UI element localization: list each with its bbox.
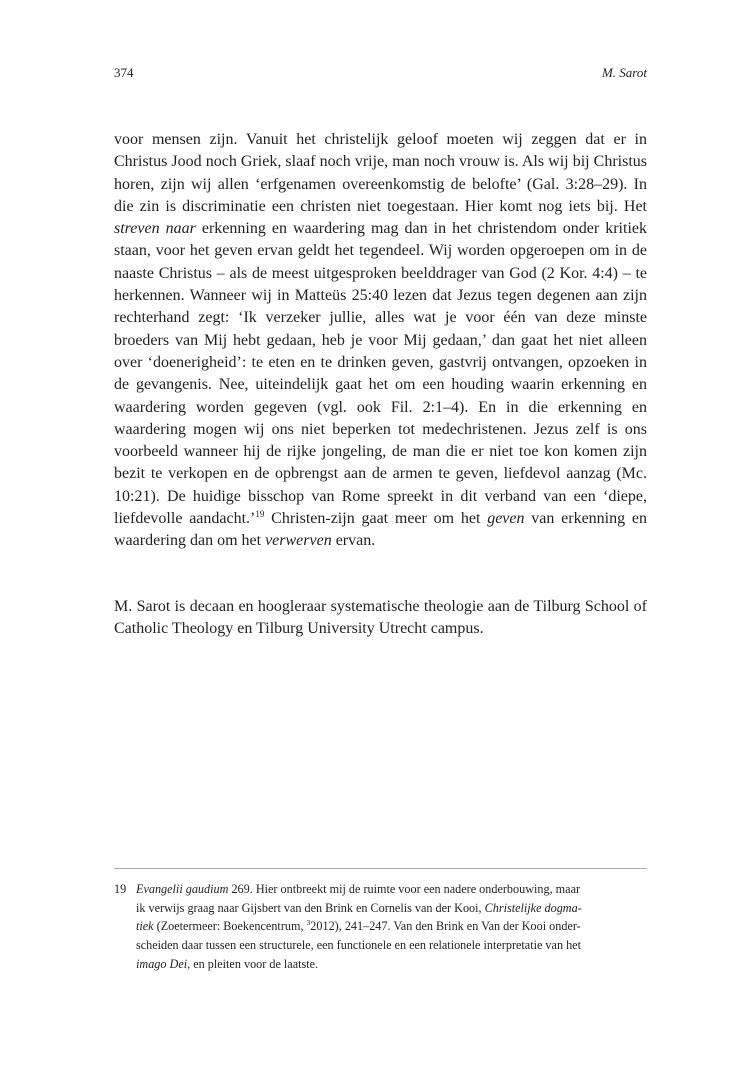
author-note: M. Sarot is decaan en hoogleraar systematische theologie aan de Tilburg School of Catholic Theology en Tilburg University Utrecht campus.: [114, 598, 647, 638]
footnote-line: [136, 880, 647, 899]
body-text-1: voor mensen zijn. Vanuit het christelijk geloof moeten wij zeggen dat er in Christus Jood noch Griek, slaaf noch vrije, man noch vrouw is. Als wij bij Christus horen, zijn wij allen ‘erfgenamen overeenkomstig de belofte’ (Gal. 3:28–29). In die zin is discriminatie een christen niet toegestaan. Hier komt nog iets bij. Het: [114, 131, 647, 215]
footnote-line: [136, 955, 647, 974]
emphasis-verwerven: verwerven: [265, 532, 332, 550]
footnote-text-4: 2012), 241–247. Van den Brink en Van der Kooi onder-: [310, 919, 581, 934]
footnote-text-2: ik verwijs graag naar Gijsbert van den Brink en Cornelis van der Kooi,: [136, 900, 485, 915]
emphasis-geven: geven: [487, 510, 525, 528]
footnote-title-dogmatiek-b: tiek: [136, 919, 154, 934]
body-paragraph: [114, 129, 647, 553]
footnote-line: [136, 899, 647, 918]
body-text-4: van erkenning en waardering dan om het: [114, 510, 648, 550]
edition-superscript: 3: [306, 918, 311, 928]
running-head-author: M. Sarot: [601, 65, 647, 80]
page-number: 374: [114, 65, 134, 80]
footnote-reference[interactable]: 19: [255, 509, 265, 520]
footnote-title-evangelii: Evangelii gaudium: [136, 882, 229, 896]
body-text-2: erkenning en waardering mag dan in het christendom onder kritiek staan, voor het geven ervan geldt het tegendeel. Wij worden opgeroepen om in de naaste Christus – als de meest uitgesproken beelddrager van God (2 Kor. 4:4) – te herkennen. Wanneer wij in Matteüs 25:40 lezen dat Jezus tegen degenen aan zijn rechterhand zegt: ‘Ik verzeker jullie, alles wat je voor één van deze minste broeders van Mij hebt gedaan, heb je voor Mij gedaan,’ dan gaat het niet alleen over ‘doenerigheid’: te eten en te drinken geven, gastvrij ontvangen, opzoeken in de gevangenis. Nee, uiteindelijk gaat het om een houding waarin erkenning en waardering worden gegeven (vgl. ook Fil. 2:1–4). En in die erkenning en waardering mogen wij ons niet beperken tot medechristenen. Jezus zelf is ons voorbeeld wanneer hij de rijke jongeling, de man die er niet toe kon komen zijn bezit te verkopen en de opbrengst aan de armen te geven, liefdevol aanzag (Mc. 10:21). De huidige bisschop van Rome spreekt in dit verband van een ‘diepe, liefdevolle aandacht.’: [114, 220, 647, 528]
footnote-line: [136, 936, 647, 955]
footnote-text-3: (Zoetermeer: Boekencentrum,: [153, 919, 307, 934]
footnote-text-5: scheiden daar tussen een structurele, een functionele en een relationele interpretatie van het: [136, 938, 581, 953]
footnote-text: [136, 880, 647, 974]
body-text-3: Christen-zijn gaat meer om het: [264, 510, 488, 528]
footnote-line: [136, 917, 647, 936]
footnote-text-1: 269. Hier ontbreekt mij de ruimte voor een nadere onderbouwing, maar: [228, 882, 581, 896]
footnote-divider: [114, 868, 647, 869]
body-text-5: ervan.: [331, 532, 376, 550]
footnote: [114, 880, 647, 974]
footnote-title-dogmatiek-a: Christelijke dogma-: [484, 900, 582, 915]
footnote-text-6: , en pleiten voor de laatste.: [187, 956, 319, 971]
footnote-number: 19: [114, 882, 127, 896]
footnote-term-imago-dei: imago Dei: [136, 956, 188, 971]
emphasis-streven-naar: streven naar: [114, 220, 196, 238]
